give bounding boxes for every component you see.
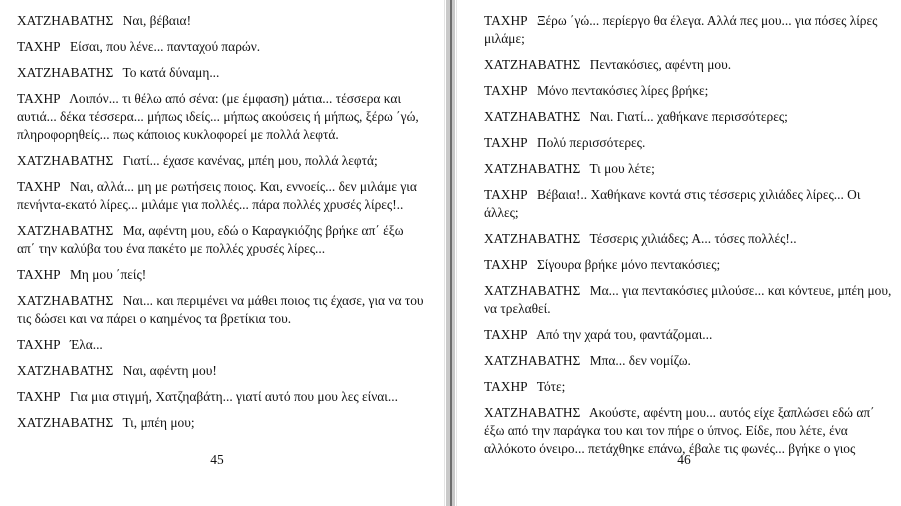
dialogue-line: [17, 336, 425, 354]
speaker-name: ΧΑΤΖΗΑΒΑΤΗΣ: [17, 223, 114, 238]
speaker-name: ΤΑΧΗΡ: [484, 83, 528, 98]
dialogue-line: [484, 326, 892, 344]
dialogue-line: [484, 282, 892, 318]
dialogue-text: Ναι, βέβαια!: [122, 13, 192, 28]
speaker-name: ΤΑΧΗΡ: [17, 267, 61, 282]
dialogue-text: Μόνο πεντακόσιες λίρες βρήκε;: [536, 83, 709, 98]
dialogue-line: [484, 256, 892, 274]
dialogue-line: [484, 82, 892, 100]
dialogue-line: [17, 292, 425, 328]
speaker-name: ΧΑΤΖΗΑΒΑΤΗΣ: [484, 405, 581, 420]
dialogue-line: [484, 230, 892, 248]
dialogue-line: [484, 160, 892, 178]
dialogue-text: Μα... για πεντακόσιες μιλούσε... και κόντευε, μπέη μου, να τρελαθεί.: [484, 283, 892, 316]
dialogue-text: Μπα... δεν νομίζω.: [589, 353, 691, 368]
dialogue-text: Ακούστε, αφέντη μου... αυτός είχε ξαπλώσει εδώ απ΄ έξω από την παράγκα του και τον πήρε ο ύπνος. Είδε, που λέτε, ένα αλλόκοτο όνειρο... πετάχθηκε επάνω, έβαλε τις φωνές... βγήκε ο γιος: [484, 405, 875, 456]
dialogue-text: Έλα...: [69, 337, 103, 352]
dialogue-line: [484, 186, 892, 222]
speaker-name: ΧΑΤΖΗΑΒΑΤΗΣ: [17, 415, 114, 430]
speaker-name: ΧΑΤΖΗΑΒΑΤΗΣ: [17, 293, 114, 308]
dialogue-text: Ναι... και περιμένει να μάθει ποιος τις έχασε, για να του τις δώσει και να πάρει ο καημένος τα βρετίκια του.: [17, 293, 424, 326]
dialogue-line: [17, 152, 425, 170]
speaker-name: ΤΑΧΗΡ: [17, 179, 61, 194]
speaker-name: ΧΑΤΖΗΑΒΑΤΗΣ: [484, 231, 581, 246]
page-text: [484, 12, 892, 466]
page-left: [0, 0, 444, 506]
speaker-name: ΤΑΧΗΡ: [484, 13, 528, 28]
dialogue-text: Γιατί... έχασε κανένας, μπέη μου, πολλά λεφτά;: [122, 153, 378, 168]
dialogue-line: [17, 38, 425, 56]
dialogue-line: [484, 134, 892, 152]
speaker-name: ΤΑΧΗΡ: [17, 337, 61, 352]
dialogue-text: Από την χαρά του, φαντάζομαι...: [536, 327, 713, 342]
speaker-name: ΤΑΧΗΡ: [17, 39, 61, 54]
dialogue-text: Τι μου λέτε;: [589, 161, 655, 176]
dialogue-text: Λοιπόν... τι θέλω από σένα: (με έμφαση) μάτια... τέσσερα και αυτιά... δέκα τέσσερα... μήπως ιδείς... μήπως ακούσεις ή μήπως, ξέρω ΄γώ, πληροφορηθείς... πως κάποιος κυκλοφορεί με πολλά λεφτά.: [17, 91, 419, 142]
speaker-name: ΤΑΧΗΡ: [484, 257, 528, 272]
page-number: 45: [210, 452, 224, 467]
dialogue-text: Τέσσερις χιλιάδες; Α... τόσες πολλές!..: [589, 231, 797, 246]
dialogue-text: Ναι, αλλά... μη με ρωτήσεις ποιος. Και, εννοείς... δεν μιλάμε για πενήντα-εκατό λίρες... μιλάμε για πολλές... πάρα πολλές χρυσές λίρες!..: [17, 179, 417, 212]
speaker-name: ΧΑΤΖΗΑΒΑΤΗΣ: [484, 283, 581, 298]
dialogue-text: Τότε;: [536, 379, 566, 394]
dialogue-line: [484, 108, 892, 126]
dialogue-text: Για μια στιγμή, Χατζηαβάτη... γιατί αυτό που μου λες είναι...: [69, 389, 398, 404]
dialogue-text: Το κατά δύναμη...: [122, 65, 220, 80]
speaker-name: ΤΑΧΗΡ: [484, 379, 528, 394]
dialogue-text: Μη μου ΄πείς!: [69, 267, 147, 282]
dialogue-line: [17, 266, 425, 284]
speaker-name: ΧΑΤΖΗΑΒΑΤΗΣ: [17, 13, 114, 28]
dialogue-line: [17, 12, 425, 30]
speaker-name: ΧΑΤΖΗΑΒΑΤΗΣ: [484, 57, 581, 72]
speaker-name: ΤΑΧΗΡ: [17, 91, 61, 106]
dialogue-line: [484, 56, 892, 74]
speaker-name: ΧΑΤΖΗΑΒΑΤΗΣ: [17, 363, 114, 378]
dialogue-line: [17, 64, 425, 82]
speaker-name: ΧΑΤΖΗΑΒΑΤΗΣ: [17, 153, 114, 168]
dialogue-line: [484, 352, 892, 370]
dialogue-line: [484, 378, 892, 396]
speaker-name: ΧΑΤΖΗΑΒΑΤΗΣ: [17, 65, 114, 80]
dialogue-text: Πολύ περισσότερες.: [536, 135, 646, 150]
speaker-name: ΧΑΤΖΗΑΒΑΤΗΣ: [484, 161, 581, 176]
dialogue-line: [17, 362, 425, 380]
page-number: 46: [677, 452, 691, 467]
page-right: [457, 0, 901, 506]
speaker-name: ΧΑΤΖΗΑΒΑΤΗΣ: [484, 353, 581, 368]
page-divider: [444, 0, 457, 506]
dialogue-line: [484, 12, 892, 48]
dialogue-line: [17, 178, 425, 214]
dialogue-text: Ναι. Γιατί... χαθήκανε περισσότερες;: [589, 109, 788, 124]
speaker-name: ΧΑΤΖΗΑΒΑΤΗΣ: [484, 109, 581, 124]
dialogue-text: Ναι, αφέντη μου!: [122, 363, 217, 378]
dialogue-text: Ξέρω ΄γώ... περίεργο θα έλεγα. Αλλά πες μου... για πόσες λίρες μιλάμε;: [484, 13, 878, 46]
dialogue-line: [484, 404, 892, 458]
dialogue-text: Τι, μπέη μου;: [122, 415, 195, 430]
dialogue-line: [17, 388, 425, 406]
speaker-name: ΤΑΧΗΡ: [17, 389, 61, 404]
speaker-name: ΤΑΧΗΡ: [484, 327, 528, 342]
dialogue-text: Μα, αφέντη μου, εδώ ο Καραγκιόζης βρήκε απ΄ έξω απ΄ την καλύβα του ένα πακέτο με πολλές χρυσές λίρες...: [17, 223, 404, 256]
dialogue-text: Είσαι, που λένε... πανταχού παρών.: [69, 39, 261, 54]
page-text: [17, 12, 425, 440]
dialogue-text: Πεντακόσιες, αφέντη μου.: [589, 57, 732, 72]
dialogue-text: Βέβαια!.. Χαθήκανε κοντά στις τέσσερις χιλιάδες λίρες... Οι άλλες;: [484, 187, 861, 220]
speaker-name: ΤΑΧΗΡ: [484, 187, 528, 202]
dialogue-line: [17, 414, 425, 432]
speaker-name: ΤΑΧΗΡ: [484, 135, 528, 150]
dialogue-text: Σίγουρα βρήκε μόνο πεντακόσιες;: [536, 257, 721, 272]
dialogue-line: [17, 222, 425, 258]
dialogue-line: [17, 90, 425, 144]
